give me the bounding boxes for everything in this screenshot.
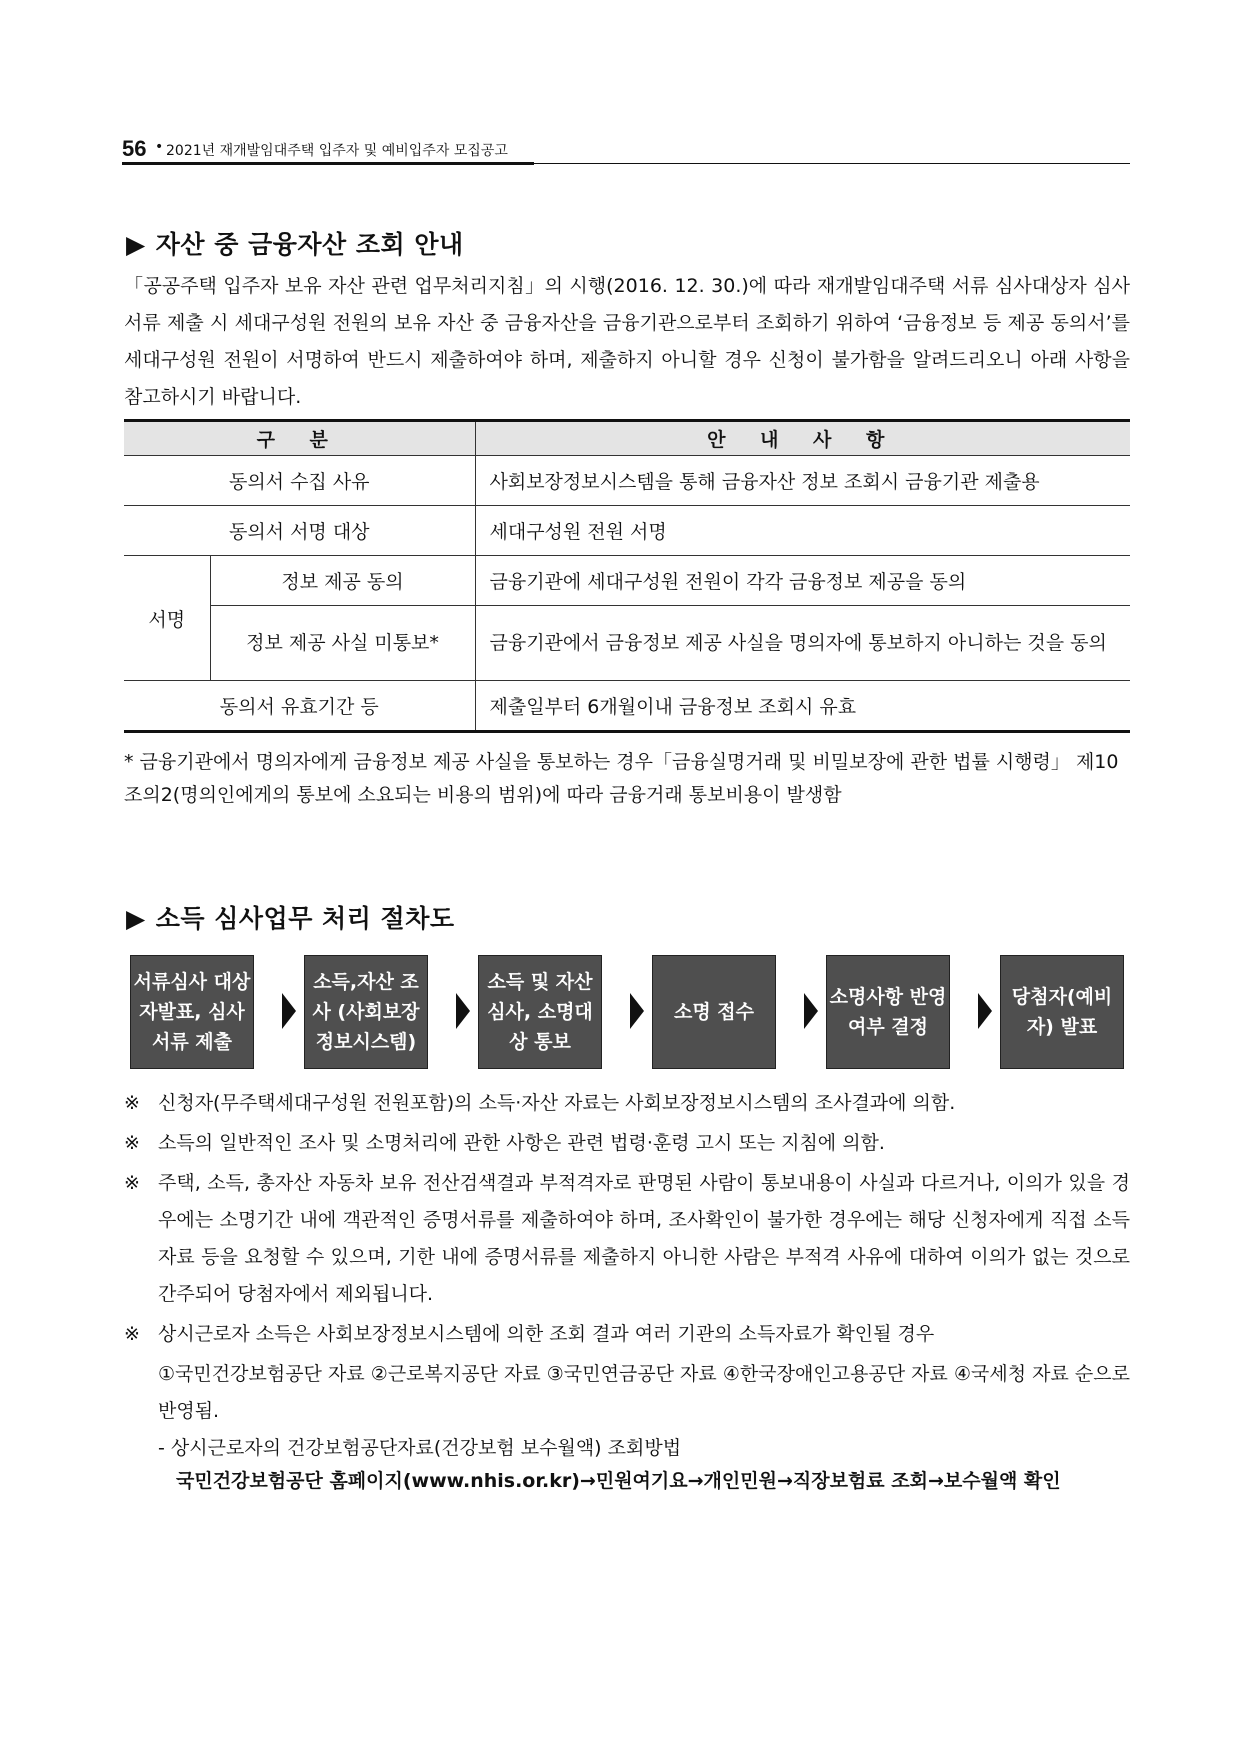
triangle-bullet-icon: ▶ <box>126 904 146 933</box>
table-row <box>124 556 1130 606</box>
header-bullet: • <box>155 139 164 155</box>
page-header <box>122 136 1130 164</box>
row-purpose-label: 동의서 수집 사유 <box>124 456 475 506</box>
row-validity-label: 동의서 유효기간 등 <box>124 681 475 732</box>
table-header-row <box>124 421 1130 456</box>
data-order-note: ①국민건강보험공단 자료 ②근로복지공단 자료 ③국민연금공단 자료 ④한국장애인고용공단 자료 ④국세청 자료 순으로 반영됨. <box>158 1363 1130 1422</box>
page-number: 56 <box>122 136 147 161</box>
table-row <box>124 456 1130 506</box>
flow-step-appeal-intake: 소명 접수 <box>652 955 776 1069</box>
row-signer-label: 동의서 서명 대상 <box>124 506 475 556</box>
lookup-method-note: - 상시근로자의 건강보험공단자료(건강보험 보수월액) 조회방법 <box>158 1437 682 1459</box>
flow-arrow-icon <box>978 993 992 1029</box>
row-signer-value: 세대구성원 전원 서명 <box>475 506 1130 556</box>
reference-mark-icon: ※ <box>124 1132 140 1154</box>
flow-step-winner-announcement: 당첨자(예비자) 발표 <box>1000 955 1124 1069</box>
reference-mark-icon: ※ <box>124 1323 140 1345</box>
table-row <box>124 681 1130 732</box>
triangle-bullet-icon: ▶ <box>126 230 146 259</box>
row-purpose-value: 사회보장정보시스템을 통해 금융자산 정보 조회시 금융기관 제출용 <box>475 456 1130 506</box>
reference-mark-icon: ※ <box>124 1172 140 1194</box>
flow-arrow-icon <box>456 993 470 1029</box>
remark-text: 상시근로자 소득은 사회보장정보시스템에 의한 조회 결과 여러 기관의 소득자료가 확인될 경우 <box>158 1323 935 1345</box>
header-rule-thin <box>534 163 1130 164</box>
nhis-lookup-path: 국민건강보험공단 홈페이지(www.nhis.or.kr)→민원여기요→개인민원→직장보험료 조회→보수월액 확인 <box>176 1470 1061 1492</box>
reference-mark-icon: ※ <box>124 1092 140 1114</box>
section-income-title-text: 소득 심사업무 처리 절차도 <box>155 904 455 933</box>
row-consent-label: 정보 제공 동의 <box>210 556 475 606</box>
table-row <box>124 606 1130 681</box>
remark-item <box>124 1165 1130 1313</box>
section-financial-title <box>126 225 464 261</box>
row-sign-group-label: 서명 <box>124 556 210 681</box>
process-flowchart <box>130 955 1130 1069</box>
remark-item <box>124 1316 1130 1353</box>
row-validity-value: 제출일부터 6개월이내 금융정보 조회시 유효 <box>475 681 1130 732</box>
table-header-category: 구 분 <box>124 421 475 456</box>
row-no-notice-value: 금융기관에서 금융정보 제공 사실을 명의자에 통보하지 아니하는 것을 동의 <box>475 606 1130 681</box>
remarks-list <box>124 1085 1130 1467</box>
section-income-title <box>126 899 455 935</box>
header-title: 2021년 재개발임대주택 입주자 및 예비입주자 모집공고 <box>166 143 508 159</box>
flow-arrow-icon <box>804 993 818 1029</box>
remark-item <box>124 1125 1130 1162</box>
remark-item <box>124 1085 1130 1122</box>
table-header-guide: 안 내 사 항 <box>475 421 1130 456</box>
row-no-notice-label: 정보 제공 사실 미통보* <box>210 606 475 681</box>
remark-text: 신청자(무주택세대구성원 전원포함)의 소득·자산 자료는 사회보장정보시스템의 조사결과에 의함. <box>158 1092 956 1114</box>
flow-arrow-icon <box>282 993 296 1029</box>
section-financial-intro: 「공공주택 입주자 보유 자산 관련 업무처리지침」의 시행(2016. 12. 30.)에 따라 재개발임대주택 서류 심사대상자 심사서류 제출 시 세대구성원 전원의 보유 자산 중 금융자산을 금융기관으로부터 조회하기 위하여 ‘금융정보 등 제공 동의서’를 세대구성원 전원이 서명하여 반드시 제출하여야 하며, 제출하지 아니할 경우 신청이 불가함을 알려드리오니 아래 사항을 참고하시기 바랍니다. <box>124 275 1130 408</box>
header-rule-thick <box>122 162 534 165</box>
consent-guide-table <box>124 419 1130 733</box>
flow-step-document-review: 서류심사 대상자발표, 심사서류 제출 <box>130 955 254 1069</box>
flow-arrow-icon <box>630 993 644 1029</box>
table-row <box>124 506 1130 556</box>
remark-text: 주택, 소득, 총자산 자동차 보유 전산검색결과 부적격자로 판명된 사람이 통보내용이 사실과 다르거나, 이의가 있을 경우에는 소명기간 내에 객관적인 증명서류를 제출하여야 하며, 조사확인이 불가한 경우에는 해당 신청자에게 직접 소득자료 등을 요청할 수 있으며, 기한 내에 증명서류를 제출하지 아니한 사람은 부적격 사유에 대하여 이의가 없는 것으로 간주되어 당첨자에서 제외됩니다. <box>158 1172 1130 1305</box>
remark-text: 소득의 일반적인 조사 및 소명처리에 관한 사항은 관련 법령·훈령 고시 또는 지침에 의함. <box>158 1132 885 1154</box>
section-financial-title-text: 자산 중 금융자산 조회 안내 <box>155 230 464 259</box>
row-consent-value: 금융기관에 세대구성원 전원이 각각 금융정보 제공을 동의 <box>475 556 1130 606</box>
flow-step-income-survey: 소득,자산 조사 (사회보장 정보시스템) <box>304 955 428 1069</box>
flow-step-appeal-decision: 소명사항 반영여부 결정 <box>826 955 950 1069</box>
table-footnote: * 금융기관에서 명의자에게 금융정보 제공 사실을 통보하는 경우「금융실명거래 및 비밀보장에 관한 법률 시행령」 제10조의2(명의인에게의 통보에 소요되는 비용의 범위)에 따라 금융거래 통보비용이 발생함 <box>124 751 1119 806</box>
flow-step-review-notify: 소득 및 자산 심사, 소명대상 통보 <box>478 955 602 1069</box>
